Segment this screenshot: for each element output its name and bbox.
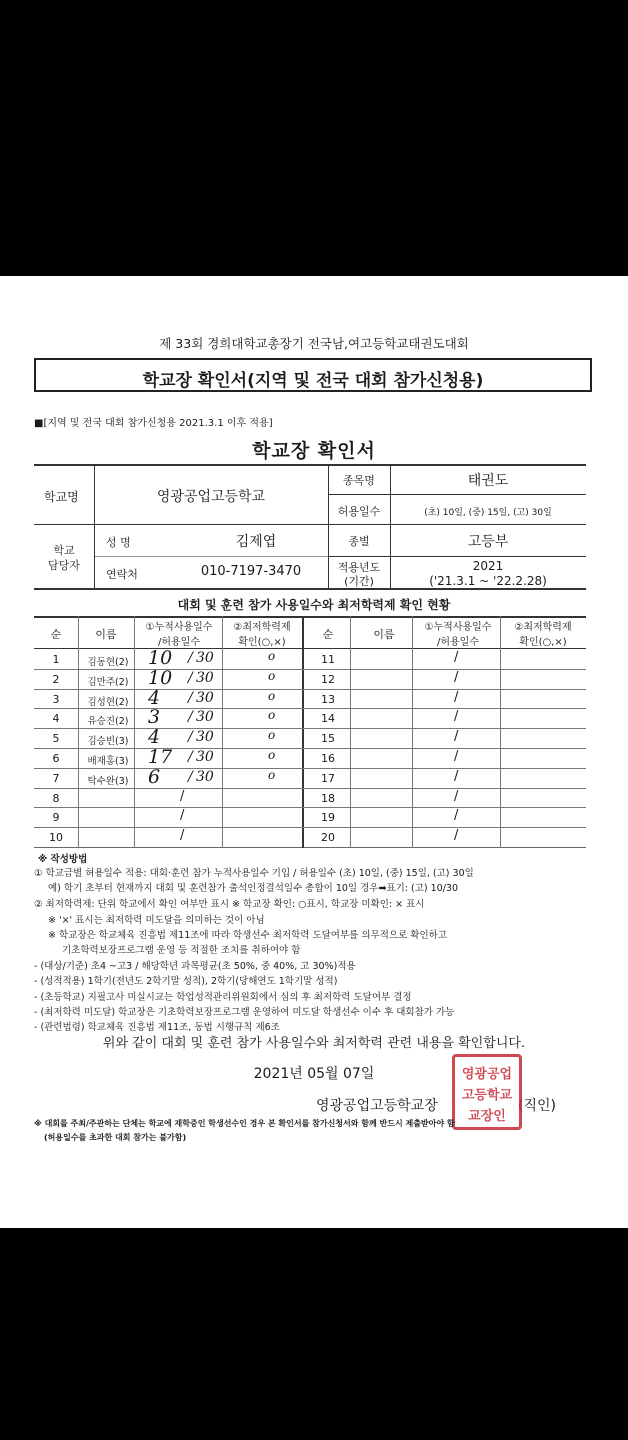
used-days: 4 (148, 726, 161, 749)
slash: / (180, 788, 185, 804)
note-line: - (초등학교) 지필고사 미실시교는 학업성적관리위원회에서 심의 후 최저학력 도달여부 결정 (34, 992, 412, 1003)
contact-label-2: 담당자 (48, 559, 80, 572)
allowed-label: 허용일수 (337, 505, 381, 518)
allowed-days: 30 (196, 689, 214, 706)
row-number: 11 (321, 653, 335, 666)
footer-line-1: ※ 대회를 주최/주관하는 단체는 학교에 재학중인 학생선수인 경우 본 확인서를 참가신청서와 함께 반드시 제출받아야 함 (34, 1119, 455, 1128)
note-line: ① 학교급별 허용일수 적용: 대회·훈련 참가 누적사용일수 기입 / 허용일수 (초) 10일, (중) 15일, (고) 30일 (34, 868, 474, 879)
info-grid (34, 464, 586, 590)
row-number: 16 (321, 752, 335, 765)
slash: / (454, 808, 459, 824)
slash: / (188, 749, 193, 765)
row-number: 20 (321, 831, 335, 845)
note-line: - (성적적용) 1학기(전년도 2학기말 성적), 2학기(당해연도 1학기말 성적) (34, 976, 338, 987)
manager-name: 김제엽 (235, 534, 277, 550)
slash: / (454, 788, 459, 804)
row-number: 8 (52, 791, 60, 805)
min-check-mark: o (268, 668, 276, 683)
slash: / (454, 709, 459, 725)
slash: / (188, 709, 193, 726)
allowed-days: 30 (196, 749, 214, 765)
name-label: 성 명 (106, 536, 131, 549)
slash: / (454, 669, 459, 685)
min-check-mark: o (268, 688, 276, 703)
allowed-days: 30 (196, 709, 214, 726)
slash: / (454, 689, 459, 705)
row-divider (34, 669, 586, 670)
row-divider (34, 807, 586, 808)
row-number: 12 (321, 672, 335, 686)
year-value-2: ('21.3.1 ~ '22.2.28) (429, 574, 547, 588)
form-title: 학교장 확인서 (252, 440, 376, 462)
seal-label: (직인) (518, 1098, 556, 1114)
row-divider (34, 748, 586, 749)
footer-line-2: (허용일수를 초과한 대회 참가는 불가함) (44, 1133, 187, 1142)
student-name: 탁수완(3) (87, 775, 129, 787)
seal-text: 영광공업 (461, 1067, 513, 1082)
min-check-mark: o (268, 728, 276, 743)
header-min-2-right: 확인(○,×) (519, 637, 567, 648)
event-value: 태권도 (467, 473, 509, 489)
min-check-mark: o (268, 649, 276, 663)
allowed-days: 30 (196, 768, 214, 785)
column-divider (134, 616, 135, 848)
allowed-days: 30 (196, 669, 214, 686)
note-line: 예) 학기 초부터 현재까지 대회 및 훈련참가 출석인정결석일수 총합이 10일 경우➡표기: (고) 10/30 (48, 883, 459, 894)
slash: / (188, 689, 193, 706)
header-min-1-right: ②최저학력제 (514, 622, 572, 633)
header-name-right: 이름 (373, 628, 395, 641)
row-number: 7 (52, 771, 60, 785)
column-divider (222, 616, 223, 848)
row-divider (34, 788, 586, 789)
used-days: 4 (148, 686, 161, 709)
slash: / (180, 808, 185, 824)
row-number: 9 (52, 811, 60, 825)
header-min-1: ②최저학력제 (233, 622, 291, 633)
row-number: 13 (321, 692, 335, 706)
used-days: 10 (148, 647, 173, 669)
confirm-statement: 위와 같이 대회 및 훈련 참가 사용일수와 최저학력 관련 내용을 확인합니다. (102, 1036, 526, 1051)
year-label-2: (기간) (344, 575, 374, 588)
min-check-mark: o (268, 767, 276, 782)
category-label: 종별 (348, 535, 370, 548)
row-number: 17 (321, 771, 335, 785)
year-label-1: 적용년도 (337, 561, 381, 574)
banner-title: 학교장 확인서(지역 및 전국 대회 참가신청용) (142, 371, 484, 391)
competition-title: 제 33회 경희대학교총장기 전국남,여고등학교태권도대회 (159, 336, 469, 351)
school-name: 영광공업고등학교 (156, 489, 266, 505)
row-number: 1 (52, 653, 60, 666)
allowed-value: (초) 10일, (중) 15일, (고) 30일 (424, 508, 552, 518)
used-days: 6 (148, 765, 161, 788)
student-name: 김동현(2) (87, 657, 129, 668)
slash: / (454, 650, 459, 665)
row-number: 18 (321, 791, 335, 805)
column-divider (412, 616, 413, 848)
row-divider (34, 708, 586, 709)
slash: / (188, 650, 193, 666)
table-title: 대회 및 훈련 참가 사용일수와 최저학력제 확인 현황 (177, 598, 451, 612)
event-label: 종목명 (343, 474, 375, 487)
header-min-2: 확인(○,×) (238, 637, 286, 648)
slash: / (454, 828, 459, 844)
slash: / (454, 749, 459, 764)
header-usage-2-right: /허용일수 (436, 637, 479, 648)
category-value: 고등부 (467, 534, 509, 550)
note-line: - (대상/기준) 초4 ~고3 / 해당학년 과목평균(초 50%, 중 40%, 고 30%)적용 (34, 961, 356, 972)
allowed-days: 30 (196, 729, 214, 746)
student-name: 김만주(2) (87, 676, 129, 688)
column-divider (78, 616, 79, 848)
phone-label: 연락처 (106, 568, 138, 581)
slash: / (454, 768, 459, 784)
row-number: 4 (52, 712, 60, 726)
row-number: 2 (52, 672, 60, 686)
header-num: 순 (50, 628, 62, 641)
school-seal (452, 1054, 522, 1130)
student-name: 김성현(2) (87, 696, 129, 708)
note-line: ※ '×' 표시는 최저학력 미도달을 의미하는 것이 아님 (48, 915, 265, 926)
header-usage-1-right: ①누적사용일수 (424, 622, 492, 633)
note-line: - (관련법령) 학교체육 진흥법 제11조, 동법 시행규칙 제6조 (34, 1022, 280, 1033)
seal-text: 교장인 (468, 1109, 506, 1124)
header-num-right: 순 (322, 628, 334, 641)
min-check-mark: o (268, 748, 276, 762)
used-days: 3 (148, 706, 161, 729)
school-label: 학교명 (44, 490, 79, 504)
seal-text: 고등학교 (461, 1088, 513, 1103)
row-number: 19 (321, 811, 335, 825)
header-usage-1: ①누적사용일수 (145, 622, 213, 633)
student-name: 유승진(2) (87, 716, 129, 728)
header-name: 이름 (95, 628, 117, 641)
row-number: 15 (321, 732, 335, 746)
usage-table (34, 616, 586, 848)
phone-value: 010-7197-3470 (200, 564, 302, 579)
contact-label-1: 학교 (53, 544, 75, 557)
banner-box (34, 358, 592, 392)
principal-name: 영광공업고등학교장 (316, 1098, 438, 1114)
row-number: 10 (49, 831, 63, 845)
column-divider (350, 616, 351, 848)
row-number: 3 (52, 692, 60, 706)
row-divider (34, 689, 586, 690)
row-divider (34, 768, 586, 769)
slash: / (180, 828, 185, 844)
column-divider (500, 616, 501, 848)
min-check-mark: o (268, 708, 276, 723)
student-name: 김승빈(3) (87, 736, 129, 748)
row-number: 5 (52, 732, 60, 746)
used-days: 10 (148, 666, 173, 689)
row-number: 6 (52, 752, 60, 765)
slash: / (188, 768, 193, 785)
student-name: 배재홍(3) (87, 756, 129, 767)
slash: / (188, 669, 193, 686)
applies-note: ■[지역 및 전국 대회 참가신청용 2021.3.1 이후 적용] (34, 418, 273, 429)
slash: / (188, 729, 193, 746)
allowed-days: 30 (196, 650, 214, 666)
year-value-1: 2021 (472, 559, 504, 573)
note-line: ※ 학교장은 학교체육 진흥법 제11조에 따라 학생선수 최저학력 도달여부를 의무적으로 확인하고 (48, 930, 447, 941)
confirm-date: 2021년 05월 07일 (253, 1066, 375, 1082)
row-divider (34, 728, 586, 729)
row-number: 14 (321, 712, 335, 726)
notes-heading: ※ 작성방법 (38, 854, 88, 865)
used-days: 17 (148, 746, 173, 768)
confirmation-document (0, 276, 628, 1228)
row-divider (34, 827, 586, 828)
slash: / (454, 729, 459, 745)
note-line: 기초학력보장프로그램 운영 등 적절한 조치를 취하여야 함 (62, 945, 301, 956)
header-usage-2: /허용일수 (157, 637, 200, 648)
note-line: - (최저학력 미도달) 학교장은 기초학력보장프로그램 운영하여 미도달 학생선수 이수 후 대회참가 가능 (34, 1007, 455, 1018)
note-line: ② 최저학력제: 단위 학교에서 확인 여부만 표시 ※ 학교장 확인: ○표시, 학교장 미확인: × 표시 (34, 899, 425, 910)
